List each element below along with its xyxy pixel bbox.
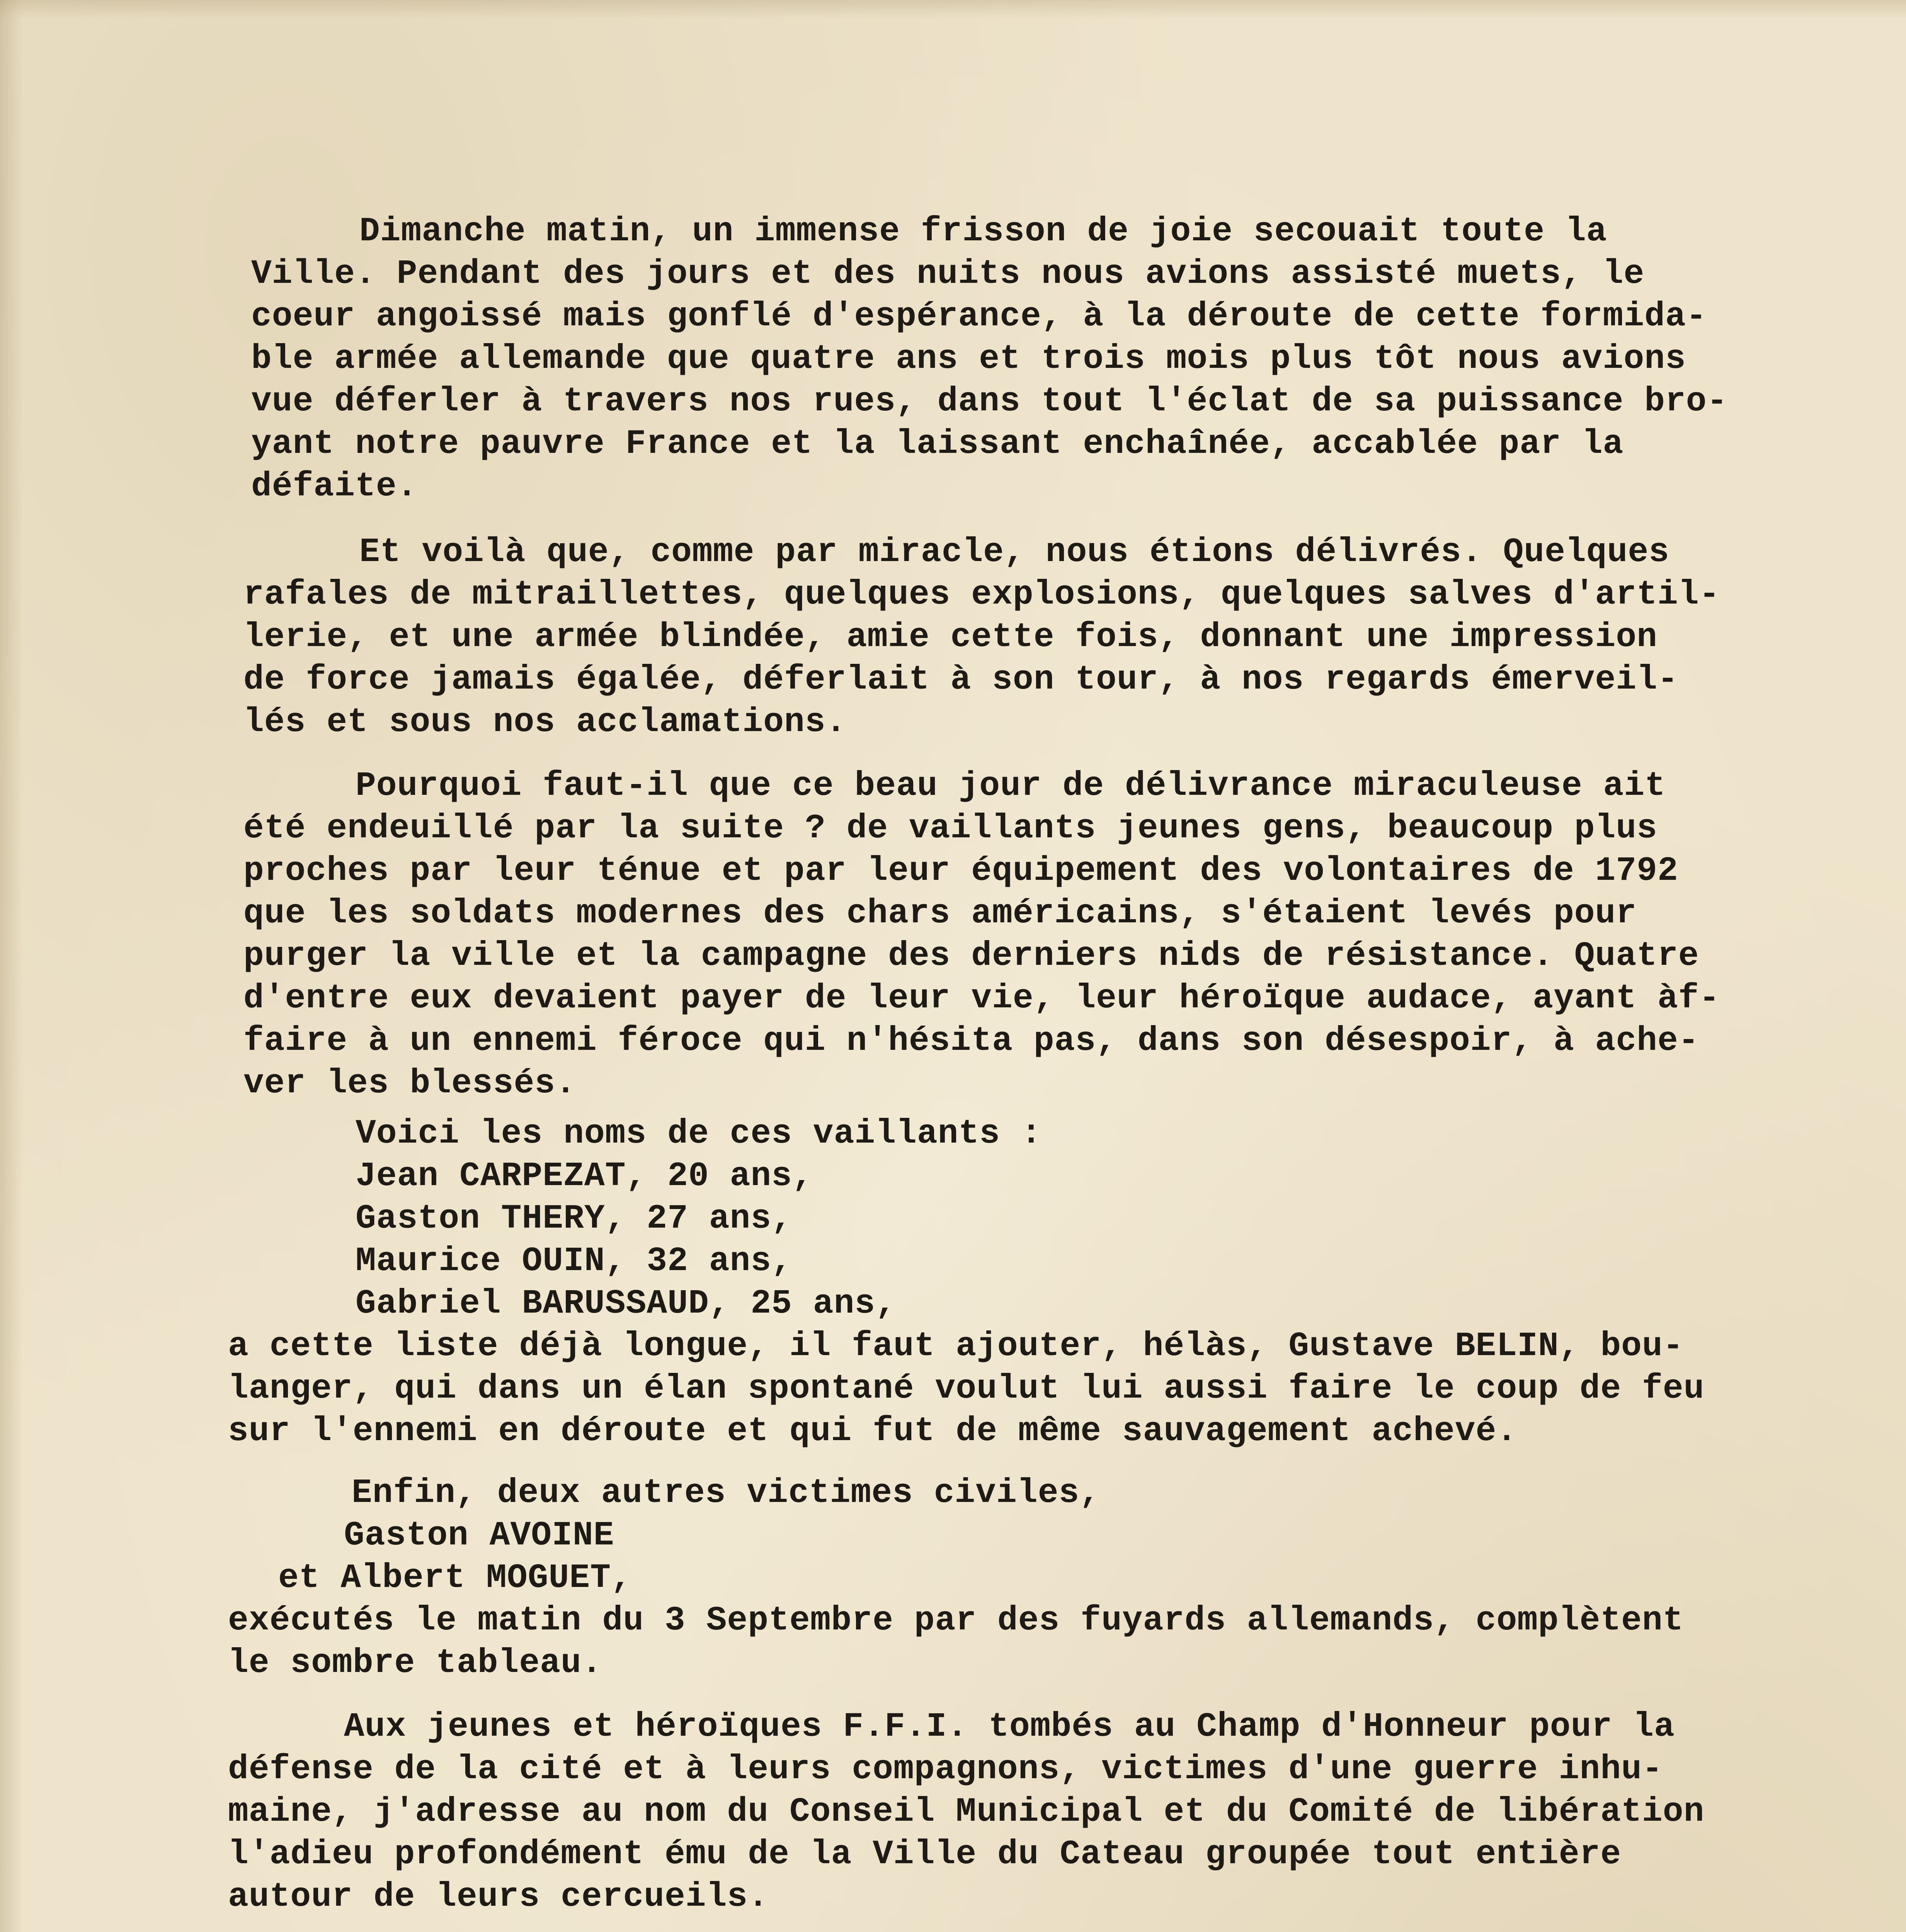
text-line: lés et sous nos acclamations. bbox=[243, 703, 847, 742]
text-line: faire à un ennemi féroce qui n'hésita pas, dans son désespoir, à ache- bbox=[243, 1022, 1699, 1060]
name-entry: Jean CARPEZAT, 20 ans, bbox=[356, 1157, 813, 1196]
text-line: coeur angoissé mais gonflé d'espérance, à la déroute de cette formida- bbox=[251, 298, 1707, 336]
text-line: vue déferler à travers nos rues, dans tout l'éclat de sa puissance bro- bbox=[251, 383, 1728, 421]
name-entry: Gaston AVOINE bbox=[344, 1517, 614, 1555]
text-line: Dimanche matin, un immense frisson de joie secouait toute la bbox=[359, 213, 1607, 251]
text-line: proches par leur ténue et par leur équipement des volontaires de 1792 bbox=[243, 852, 1678, 890]
text-line: Pourquoi faut-il que ce beau jour de délivrance miraculeuse ait bbox=[356, 767, 1666, 805]
text-line: Aux jeunes et héroïques F.F.I. tombés au Champ d'Honneur pour la bbox=[344, 1708, 1675, 1746]
text-line: Ville. Pendant des jours et des nuits nous avions assisté muets, le bbox=[251, 255, 1645, 293]
text-line: Enfin, deux autres victimes civiles, bbox=[352, 1474, 1101, 1512]
name-entry: et Albert MOGUET, bbox=[278, 1559, 632, 1597]
text-line: de force jamais égalée, déferlait à son tour, à nos regards émerveil- bbox=[243, 661, 1678, 699]
text-line: été endeuillé par la suite ? de vaillants jeunes gens, beaucoup plus bbox=[243, 810, 1658, 848]
paper-edge-shadow-top bbox=[0, 0, 1906, 19]
text-line: que les soldats modernes des chars américains, s'étaient levés pour bbox=[243, 895, 1637, 933]
text-line: autour de leurs cercueils. bbox=[228, 1878, 769, 1916]
text-line: Et voilà que, comme par miracle, nous étions délivrés. Quelques bbox=[359, 533, 1669, 571]
text-line: sur l'ennemi en déroute et qui fut de même sauvagement achevé. bbox=[228, 1412, 1518, 1451]
text-line: défaite. bbox=[251, 468, 418, 506]
name-entry: Gaston THERY, 27 ans, bbox=[356, 1200, 792, 1238]
paper-edge-shadow bbox=[0, 0, 23, 1932]
text-line: maine, j'adresse au nom du Conseil Municipal et du Comité de libération bbox=[228, 1793, 1705, 1831]
text-line: défense de la cité et à leurs compagnons, victimes d'une guerre inhu- bbox=[228, 1750, 1663, 1789]
text-line: ver les blessés. bbox=[243, 1065, 576, 1103]
text-line: ble armée allemande que quatre ans et trois mois plus tôt nous avions bbox=[251, 340, 1686, 378]
text-line: exécutés le matin du 3 Septembre par des fuyards allemands, complètent bbox=[228, 1602, 1684, 1640]
text-line: le sombre tableau. bbox=[228, 1644, 602, 1682]
name-entry: Maurice OUIN, 32 ans, bbox=[356, 1242, 792, 1281]
text-line: yant notre pauvre France et la laissant enchaînée, accablée par la bbox=[251, 425, 1624, 463]
text-line: l'adieu profondément ému de la Ville du Cateau groupée tout entière bbox=[228, 1835, 1622, 1874]
text-line: purger la ville et la campagne des derniers nids de résistance. Quatre bbox=[243, 937, 1699, 975]
text-line: a cette liste déjà longue, il faut ajouter, hélàs, Gustave BELIN, bou- bbox=[228, 1327, 1684, 1366]
text-line: langer, qui dans un élan spontané voulut lui aussi faire le coup de feu bbox=[228, 1370, 1705, 1408]
text-line: rafales de mitraillettes, quelques explosions, quelques salves d'artil- bbox=[243, 576, 1720, 614]
text-line: lerie, et une armée blindée, amie cette fois, donnant une impression bbox=[243, 618, 1658, 656]
name-entry: Gabriel BARUSSAUD, 25 ans, bbox=[356, 1285, 897, 1323]
text-line: d'entre eux devaient payer de leur vie, leur héroïque audace, ayant àf- bbox=[243, 980, 1720, 1018]
text-line: Voici les noms de ces vaillants : bbox=[356, 1115, 1042, 1153]
